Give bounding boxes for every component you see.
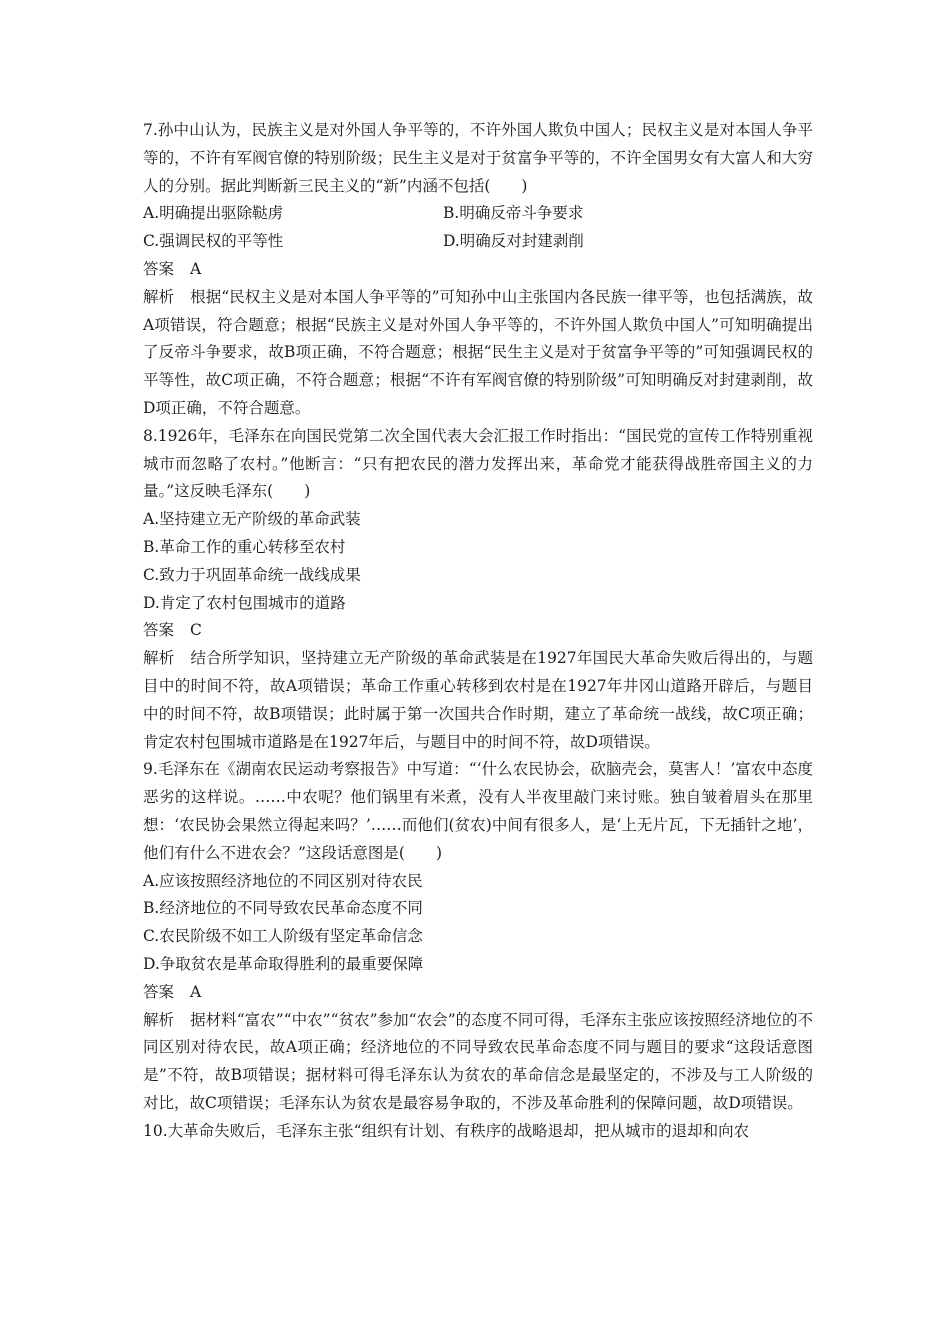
question-7-options-row-1 [143,200,813,228]
question-8-stem: 8.1926年，毛泽东在向国民党第二次全国代表大会汇报工作时指出：“国民党的宣传工作特别重视城市而忽略了农村。”他断言：“只有把农民的潜力发挥出来，革命党才能获得战胜帝国主义的力量。”这反映毛泽东( ) [143,426,813,501]
question-10-stem: 10.大革命失败后，毛泽东主张“组织有计划、有秩序的战略退却，把从城市的退却和向农 [143,1121,750,1140]
question-7-analysis [143,284,813,423]
answer-label: 答案 [143,259,175,278]
question-8-option-a: A.坚持建立无产阶级的革命武装 [143,510,361,529]
question-7-option-d: D.明确反对封建剥削 [443,232,584,251]
question-8-option-c: C.致力于巩固革命统一战线成果 [143,565,361,584]
answer-label: 答案 [143,982,175,1001]
analysis-label: 解析 [143,287,175,306]
question-8-answer [143,617,813,645]
answer-value: C [190,621,202,640]
question-7-stem: 7.孙中山认为，民族主义是对外国人争平等的，不许外国人欺负中国人；民权主义是对本国人争平等的，不许有军阀官僚的特别阶级；民生主义是对于贫富争平等的，不许全国男女有大富人和大穷人的分别。据此判断新三民主义的“新”内涵不包括( ) [143,121,813,195]
analysis-text: 据材料“富农”“中农”“贫农”参加“农会”的态度不同可得，毛泽东主张应该按照经济地位的不同区别对待农民，故A项正确；经济地位的不同导致农民革命态度不同与题目的要求“这段话意图是”不符，故B项错误；据材料可得毛泽东认为贫农的革命信念是最坚定的，不涉及与工人阶级的对比，故C项错误；毛泽东认为贫农是最容易争取的，不涉及革命胜利的保障问题，故D项错误。 [143,1010,813,1112]
answer-label: 答案 [143,621,175,640]
analysis-label: 解析 [143,649,175,668]
answer-value: A [190,259,202,278]
question-8-option-b: B.革命工作的重心转移至农村 [143,537,346,556]
question-9-option-b: B.经济地位的不同导致农民革命态度不同 [143,899,423,918]
answer-value: A [190,982,202,1001]
question-7-answer [143,256,813,284]
question-9-option-c: C.农民阶级不如工人阶级有坚定革命信念 [143,927,423,946]
analysis-label: 解析 [143,1010,175,1029]
question-9-analysis [143,1007,813,1118]
analysis-text: 根据“民权主义是对本国人争平等的”可知孙中山主张国内各民族一律平等，也包括满族，故A项错误，符合题意；根据“民族主义是对外国人争平等的，不许外国人欺负中国人”可知明确提出了反帝斗争要求，故B项正确，不符合题意；根据“民生主义是对于贫富争平等的”可知强调民权的平等性，故C项正确，不符合题意；根据“不许有军阀官僚的特别阶级”可知明确反对封建剥削，故D项正确，不符合题意。 [143,287,813,417]
analysis-text: 结合所学知识，坚持建立无产阶级的革命武装是在1927年国民大革命失败后得出的，与题目中的时间不符，故A项错误；革命工作重心转移到农村是在1927年井冈山道路开辟后，与题目中的时间不符，故B项错误；此时属于第一次国共合作时期，建立了革命统一战线，故C项正确；肯定农村包围城市道路是在1927年后，与题目中的时间不符，故D项错误。 [143,649,813,751]
question-9-stem: 9.毛泽东在《湖南农民运动考察报告》中写道：“‘什么农民协会，砍脑壳会，莫害人！’富农中态度恶劣的这样说。……中农呢？他们锅里有米煮，没有人半夜里敲门来讨账。独自皱着眉头在那里想：‘农民协会果然立得起来吗？’……而他们(贫农)中间有很多人，是‘上无片瓦，下无插针之地’，他们有什么不进农会？”这段话意图是( ) [143,760,813,862]
question-9-option-d: D.争取贫农是革命取得胜利的最重要保障 [143,954,424,973]
question-7-option-a: A.明确提出驱除鞑虏 [143,204,284,223]
question-7-option-b: B.明确反帝斗争要求 [443,204,584,223]
question-7-option-c: C.强调民权的平等性 [143,232,284,251]
question-9-option-a: A.应该按照经济地位的不同区别对待农民 [143,871,423,890]
question-8-analysis [143,645,813,756]
document-page [143,117,813,1145]
question-8-option-d: D.肯定了农村包围城市的道路 [143,593,346,612]
question-7-options-row-2 [143,228,813,256]
question-9-answer [143,979,813,1007]
